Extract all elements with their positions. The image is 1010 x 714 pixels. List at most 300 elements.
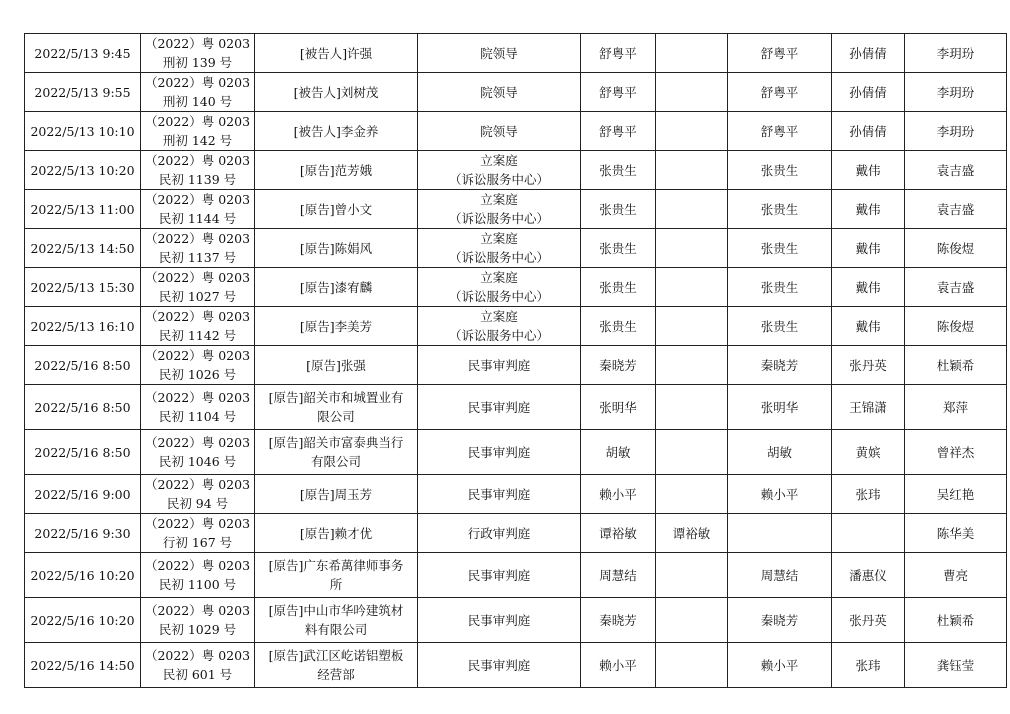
case-number-cell (141, 598, 255, 643)
hearing-time-cell (25, 34, 141, 73)
clerk-text: 龚钰莹 (936, 657, 975, 673)
clerk-cell (905, 475, 1007, 514)
panel-member-text: 张丹英 (849, 612, 887, 628)
presiding-judge-text: 胡敏 (766, 444, 792, 460)
presiding-judge-cell (728, 229, 832, 268)
party-line-1: [原告]张强 (306, 357, 366, 373)
department-line-1: 立案庭 (480, 231, 518, 246)
party-line-1: [原告]韶关市富泰典当行 (268, 435, 404, 450)
department-line-1: 民事审判庭 (467, 357, 531, 373)
panel-member-text: 戴伟 (855, 279, 881, 295)
party-line-1: [原告]李美芳 (299, 318, 373, 334)
case-number-cell (141, 385, 255, 430)
extra-judge-cell (656, 553, 728, 598)
hearing-time-cell (25, 514, 141, 553)
judge-text: 周慧结 (599, 567, 637, 583)
hearing-time-text: 2022/5/13 10:20 (30, 162, 135, 178)
table-row (25, 268, 1007, 307)
party-line-1: [原告]韶关市和城置业有 (268, 390, 404, 405)
judge-text: 张贵生 (599, 240, 637, 256)
department-cell (418, 514, 581, 553)
clerk-text: 曾祥杰 (936, 444, 975, 460)
panel-member-text: 潘惠仪 (849, 567, 887, 583)
hearing-time-cell (25, 553, 141, 598)
presiding-judge-cell (728, 34, 832, 73)
panel-member-text: 孙倩倩 (849, 123, 887, 139)
department-line-1: 民事审判庭 (467, 444, 531, 460)
department-line-2: （诉讼服务中心） (448, 328, 549, 343)
presiding-judge-text: 周慧结 (760, 567, 799, 583)
case-number-cell (141, 553, 255, 598)
case-number-line-2: 民初 1100 号 (158, 577, 237, 592)
panel-member-cell (832, 73, 905, 112)
party-line-1: [被告人]李金养 (293, 123, 379, 139)
judge-cell (581, 112, 656, 151)
clerk-text: 曹亮 (942, 567, 968, 583)
party-cell (255, 430, 418, 475)
case-number-line-1: （2022）粤 0203 (144, 558, 251, 573)
department-line-2: （诉讼服务中心） (448, 250, 549, 265)
hearing-time-text: 2022/5/16 8:50 (34, 444, 131, 460)
party-cell (255, 553, 418, 598)
table-row (25, 34, 1007, 73)
party-line-2: 限公司 (317, 409, 355, 424)
panel-member-text: 孙倩倩 (849, 45, 887, 61)
extra-judge-cell (656, 112, 728, 151)
case-number-line-2: 民初 1046 号 (158, 454, 237, 469)
department-cell (418, 346, 581, 385)
panel-member-text: 戴伟 (855, 162, 881, 178)
clerk-cell (905, 268, 1007, 307)
party-cell (255, 475, 418, 514)
party-cell (255, 112, 418, 151)
hearing-time-text: 2022/5/13 11:00 (30, 201, 135, 217)
department-line-1: 院领导 (480, 123, 518, 139)
case-number-cell (141, 430, 255, 475)
panel-member-cell (832, 112, 905, 151)
panel-member-cell (832, 190, 905, 229)
case-number-cell (141, 34, 255, 73)
clerk-text: 袁吉盛 (936, 201, 975, 217)
clerk-text: 吴红艳 (936, 486, 975, 502)
case-number-cell (141, 112, 255, 151)
department-line-1: 行政审判庭 (467, 525, 531, 541)
case-number-line-2: 刑初 142 号 (162, 133, 233, 148)
party-cell (255, 385, 418, 430)
presiding-judge-text: 张明华 (760, 399, 799, 415)
table-row (25, 475, 1007, 514)
presiding-judge-text: 舒粤平 (760, 123, 799, 139)
case-number-line-2: 民初 1142 号 (158, 328, 237, 343)
panel-member-text: 张玮 (855, 657, 881, 673)
judge-text: 赖小平 (599, 486, 637, 502)
presiding-judge-cell (728, 190, 832, 229)
table-body (25, 34, 1007, 688)
party-line-2: 料有限公司 (304, 622, 368, 637)
hearing-time-cell (25, 151, 141, 190)
table-row (25, 514, 1007, 553)
department-cell (418, 268, 581, 307)
party-line-1: [原告]武江区屹诺铝塑板 (268, 648, 404, 663)
presiding-judge-cell (728, 514, 832, 553)
extra-judge-cell (656, 475, 728, 514)
department-cell (418, 229, 581, 268)
panel-member-text: 张丹英 (849, 357, 887, 373)
case-number-cell (141, 73, 255, 112)
party-cell (255, 643, 418, 688)
department-line-1: 民事审判庭 (467, 612, 531, 628)
presiding-judge-text: 赖小平 (760, 657, 799, 673)
hearing-time-cell (25, 229, 141, 268)
table-row (25, 430, 1007, 475)
hearing-time-cell (25, 268, 141, 307)
panel-member-cell (832, 514, 905, 553)
party-line-1: [原告]赖才优 (299, 525, 373, 541)
case-number-line-2: 刑初 139 号 (162, 55, 233, 70)
clerk-cell (905, 514, 1007, 553)
table-row (25, 643, 1007, 688)
case-number-cell (141, 268, 255, 307)
hearing-time-cell (25, 598, 141, 643)
clerk-cell (905, 229, 1007, 268)
extra-judge-cell (656, 598, 728, 643)
extra-judge-cell (656, 514, 728, 553)
case-number-line-1: （2022）粤 0203 (144, 348, 251, 363)
clerk-text: 陈俊煜 (936, 240, 975, 256)
judge-text: 张贵生 (599, 201, 637, 217)
department-cell (418, 307, 581, 346)
department-line-1: 民事审判庭 (467, 567, 531, 583)
presiding-judge-cell (728, 475, 832, 514)
department-line-2: （诉讼服务中心） (448, 172, 549, 187)
extra-judge-cell (656, 229, 728, 268)
presiding-judge-text: 张贵生 (760, 318, 799, 334)
judge-text: 舒粤平 (599, 84, 637, 100)
party-line-1: [原告]广东希萬律师事务 (268, 558, 404, 573)
presiding-judge-text: 秦晓芳 (760, 357, 799, 373)
case-number-line-1: （2022）粤 0203 (144, 648, 251, 663)
panel-member-text: 戴伟 (855, 201, 881, 217)
case-number-line-2: 民初 1027 号 (158, 289, 237, 304)
judge-cell (581, 475, 656, 514)
presiding-judge-cell (728, 598, 832, 643)
extra-judge-cell (656, 73, 728, 112)
presiding-judge-text: 舒粤平 (760, 84, 799, 100)
judge-cell (581, 190, 656, 229)
hearing-time-text: 2022/5/13 14:50 (30, 240, 135, 256)
presiding-judge-text: 张贵生 (760, 240, 799, 256)
case-number-line-1: （2022）粤 0203 (144, 516, 251, 531)
presiding-judge-cell (728, 346, 832, 385)
extra-judge-cell (656, 151, 728, 190)
hearing-time-cell (25, 346, 141, 385)
panel-member-text: 戴伟 (855, 240, 881, 256)
hearing-time-text: 2022/5/16 9:30 (34, 525, 131, 541)
extra-judge-cell (656, 190, 728, 229)
extra-judge-cell (656, 385, 728, 430)
judge-text: 秦晓芳 (599, 612, 637, 628)
clerk-cell (905, 151, 1007, 190)
judge-text: 张贵生 (599, 279, 637, 295)
party-line-1: [原告]周玉芳 (299, 486, 373, 502)
department-line-1: 立案庭 (480, 309, 518, 324)
judge-text: 张贵生 (599, 318, 637, 334)
panel-member-cell (832, 151, 905, 190)
case-number-line-1: （2022）粤 0203 (144, 435, 251, 450)
case-number-line-2: 民初 1029 号 (158, 622, 237, 637)
case-number-line-1: （2022）粤 0203 (144, 390, 251, 405)
presiding-judge-cell (728, 553, 832, 598)
hearing-time-cell (25, 73, 141, 112)
clerk-cell (905, 553, 1007, 598)
case-number-line-2: 民初 94 号 (166, 496, 229, 511)
party-line-2: 有限公司 (310, 454, 361, 469)
hearing-time-cell (25, 430, 141, 475)
hearing-time-text: 2022/5/16 9:00 (34, 486, 131, 502)
hearing-time-cell (25, 643, 141, 688)
judge-cell (581, 385, 656, 430)
judge-text: 谭裕敏 (599, 525, 637, 541)
department-cell (418, 73, 581, 112)
clerk-text: 郑萍 (942, 399, 968, 415)
department-cell (418, 553, 581, 598)
presiding-judge-text: 舒粤平 (760, 45, 799, 61)
table-row (25, 553, 1007, 598)
party-line-1: [原告]陈娟风 (299, 240, 373, 256)
clerk-text: 李玥玢 (936, 84, 975, 100)
panel-member-text: 王锦潇 (849, 399, 887, 415)
case-number-line-1: （2022）粤 0203 (144, 153, 251, 168)
panel-member-text: 戴伟 (855, 318, 881, 334)
case-number-line-1: （2022）粤 0203 (144, 270, 251, 285)
party-cell (255, 268, 418, 307)
department-line-1: 院领导 (480, 84, 518, 100)
judge-cell (581, 430, 656, 475)
judge-cell (581, 34, 656, 73)
clerk-cell (905, 643, 1007, 688)
clerk-text: 李玥玢 (936, 123, 975, 139)
party-line-1: [被告人]刘树茂 (293, 84, 379, 100)
case-number-line-1: （2022）粤 0203 (144, 192, 251, 207)
department-cell (418, 112, 581, 151)
hearing-time-cell (25, 307, 141, 346)
extra-judge-cell (656, 643, 728, 688)
clerk-cell (905, 385, 1007, 430)
clerk-cell (905, 430, 1007, 475)
department-cell (418, 34, 581, 73)
clerk-text: 李玥玢 (936, 45, 975, 61)
case-number-line-2: 民初 1139 号 (158, 172, 237, 187)
department-cell (418, 475, 581, 514)
panel-member-cell (832, 553, 905, 598)
clerk-text: 杜颖希 (936, 357, 975, 373)
extra-judge-cell (656, 430, 728, 475)
hearing-time-text: 2022/5/13 9:45 (34, 45, 131, 61)
judge-cell (581, 229, 656, 268)
case-number-cell (141, 307, 255, 346)
table-row (25, 73, 1007, 112)
table-row (25, 598, 1007, 643)
table-row (25, 307, 1007, 346)
judge-text: 张贵生 (599, 162, 637, 178)
party-line-1: [原告]漆宥麟 (299, 279, 373, 295)
table-row (25, 190, 1007, 229)
case-number-line-2: 民初 1137 号 (158, 250, 237, 265)
presiding-judge-cell (728, 151, 832, 190)
panel-member-cell (832, 268, 905, 307)
case-number-line-2: 民初 1104 号 (158, 409, 237, 424)
table-row (25, 346, 1007, 385)
party-cell (255, 151, 418, 190)
panel-member-text: 张玮 (855, 486, 881, 502)
presiding-judge-cell (728, 307, 832, 346)
party-line-2: 所 (329, 577, 343, 592)
case-number-line-2: 行初 167 号 (162, 535, 233, 550)
judge-text: 赖小平 (599, 657, 637, 673)
department-cell (418, 190, 581, 229)
panel-member-cell (832, 385, 905, 430)
clerk-cell (905, 307, 1007, 346)
judge-text: 张明华 (599, 399, 637, 415)
department-cell (418, 643, 581, 688)
clerk-cell (905, 190, 1007, 229)
presiding-judge-cell (728, 112, 832, 151)
presiding-judge-cell (728, 73, 832, 112)
department-cell (418, 598, 581, 643)
case-number-line-2: 民初 601 号 (162, 667, 233, 682)
judge-cell (581, 346, 656, 385)
judge-cell (581, 268, 656, 307)
panel-member-cell (832, 229, 905, 268)
department-line-1: 民事审判庭 (467, 486, 531, 502)
judge-cell (581, 73, 656, 112)
clerk-text: 袁吉盛 (936, 162, 975, 178)
hearing-time-text: 2022/5/13 9:55 (34, 84, 131, 100)
clerk-cell (905, 73, 1007, 112)
case-number-line-1: （2022）粤 0203 (144, 603, 251, 618)
presiding-judge-cell (728, 385, 832, 430)
department-cell (418, 151, 581, 190)
hearing-time-text: 2022/5/16 8:50 (34, 399, 131, 415)
department-line-1: 院领导 (480, 45, 518, 61)
presiding-judge-cell (728, 268, 832, 307)
clerk-cell (905, 112, 1007, 151)
judge-cell (581, 151, 656, 190)
hearing-time-text: 2022/5/16 10:20 (30, 612, 135, 628)
case-number-cell (141, 190, 255, 229)
extra-judge-cell (656, 346, 728, 385)
party-line-2: 经营部 (317, 667, 355, 682)
hearing-time-text: 2022/5/16 14:50 (30, 657, 135, 673)
hearing-time-text: 2022/5/13 15:30 (30, 279, 135, 295)
clerk-text: 袁吉盛 (936, 279, 975, 295)
panel-member-text: 孙倩倩 (849, 84, 887, 100)
clerk-text: 杜颖希 (936, 612, 975, 628)
party-cell (255, 598, 418, 643)
panel-member-cell (832, 475, 905, 514)
department-line-1: 民事审判庭 (467, 657, 531, 673)
case-number-line-1: （2022）粤 0203 (144, 75, 251, 90)
judge-cell (581, 643, 656, 688)
case-number-line-1: （2022）粤 0203 (144, 477, 251, 492)
panel-member-cell (832, 643, 905, 688)
case-number-line-2: 民初 1026 号 (158, 367, 237, 382)
hearing-time-text: 2022/5/13 16:10 (30, 318, 135, 334)
case-number-cell (141, 151, 255, 190)
party-cell (255, 34, 418, 73)
hearing-schedule-table (24, 33, 1007, 688)
clerk-cell (905, 598, 1007, 643)
judge-text: 秦晓芳 (599, 357, 637, 373)
hearing-time-text: 2022/5/13 10:10 (30, 123, 135, 139)
clerk-cell (905, 34, 1007, 73)
judge-text: 胡敏 (605, 444, 631, 460)
hearing-time-cell (25, 112, 141, 151)
party-line-1: [原告]曾小文 (299, 201, 373, 217)
case-number-cell (141, 514, 255, 553)
department-line-2: （诉讼服务中心） (448, 289, 549, 304)
table-row (25, 112, 1007, 151)
party-cell (255, 514, 418, 553)
department-cell (418, 385, 581, 430)
judge-cell (581, 307, 656, 346)
party-line-1: [被告人]许强 (299, 45, 373, 61)
case-number-cell (141, 346, 255, 385)
party-line-1: [原告]中山市华吟建筑材 (268, 603, 404, 618)
party-cell (255, 73, 418, 112)
presiding-judge-text: 张贵生 (760, 279, 799, 295)
case-number-cell (141, 643, 255, 688)
case-number-line-2: 民初 1144 号 (158, 211, 237, 226)
hearing-time-text: 2022/5/16 10:20 (30, 567, 135, 583)
panel-member-cell (832, 307, 905, 346)
clerk-cell (905, 346, 1007, 385)
party-line-1: [原告]范芳娥 (299, 162, 373, 178)
presiding-judge-cell (728, 643, 832, 688)
case-number-cell (141, 229, 255, 268)
panel-member-text: 黄嫔 (855, 444, 881, 460)
party-cell (255, 307, 418, 346)
department-line-1: 立案庭 (480, 192, 518, 207)
clerk-text: 陈华美 (936, 525, 975, 541)
presiding-judge-text: 张贵生 (760, 201, 799, 217)
judge-cell (581, 553, 656, 598)
judge-cell (581, 598, 656, 643)
presiding-judge-text: 秦晓芳 (760, 612, 799, 628)
department-line-1: 立案庭 (480, 270, 518, 285)
presiding-judge-text: 赖小平 (760, 486, 799, 502)
presiding-judge-text: 张贵生 (760, 162, 799, 178)
judge-text: 舒粤平 (599, 123, 637, 139)
panel-member-cell (832, 430, 905, 475)
judge-cell (581, 514, 656, 553)
hearing-time-cell (25, 475, 141, 514)
hearing-time-cell (25, 385, 141, 430)
hearing-time-text: 2022/5/16 8:50 (34, 357, 131, 373)
panel-member-cell (832, 34, 905, 73)
department-line-1: 民事审判庭 (467, 399, 531, 415)
case-number-cell (141, 475, 255, 514)
party-cell (255, 346, 418, 385)
case-number-line-2: 刑初 140 号 (162, 94, 233, 109)
department-cell (418, 430, 581, 475)
party-cell (255, 229, 418, 268)
party-cell (255, 190, 418, 229)
extra-judge-cell (656, 307, 728, 346)
presiding-judge-cell (728, 430, 832, 475)
department-line-1: 立案庭 (480, 153, 518, 168)
extra-judge-cell (656, 268, 728, 307)
